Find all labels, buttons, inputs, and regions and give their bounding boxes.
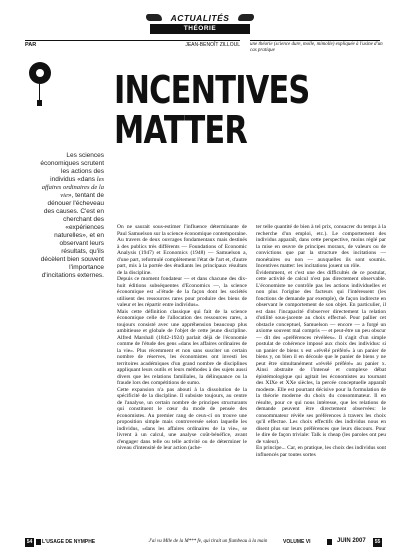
byline-tag: PAR [25, 42, 37, 48]
body-column-1 [117, 224, 247, 452]
header-divider [25, 40, 240, 41]
boar-icon [146, 14, 162, 21]
header-divider [250, 40, 380, 41]
body-paragraph: On ne saurait sous-estimer l'influence déterminante de Paul Samuelson sur la science économique contemporaine. Au travers de deux ouvrages fondamentaux mais destinés à des publics très différents — Foundations of Economic Analysis (1947) et Economics (1948) — Samuelson a, d'une part, reformulé complètement l'état de l'art et, d'autre part, mis à la portée des étudiants les principaux résultats de la discipline. [117, 224, 247, 276]
body-paragraph: Évidemment, et c'est une des difficultés de ce postulat, cette activité de calcul n'est pas directement observable. L'économiste ne contrôle pas les actions individuelles et non plus l'origine des facteurs qui l'intéressent (les fonctions de demande par exemple), de façon indirecte en observant le comportement de son objet. En particulier, il est dans l'incapacité d'observer directement la relation d'utilité sous-jacente au choix effectué. Pour pallier cet obstacle conceptuel, Samuelson — encore — a forgé un axiome souvent mal compris — et peut-être un peu obscur — dit des «préférences révélées». Il s'agit d'un simple postulat de cohérence imposé aux choix des individus: si un panier de biens x est «révélé préféré» à un panier de biens y, on bien il en découle que le panier de biens y ne peut être simultanément «révélé préféré» au panier x. Ainsi abstraite de l'intensé et complexe débat épistémologique qui agitait les économistes au tournant des XIXe et XXe siècles, la percée conceptuelle apparaît modeste. Elle est pourtant décisive pour la formulation de la théorie moderne du choix du consommateur. Il en résulte, pour ce qui nous intéresse, que les relations de demande peuvent être directement observées: le consommateur révèle ses préférences à travers les choix qu'il effectue. Les choix effectifs des individus nous en disent plus sur leurs préférences que leurs discours. Pour le dire de façon triviale: Talk is cheap (les paroles ont peu de valeur). [256, 269, 386, 445]
section-label: THÉORIE [150, 24, 250, 34]
body-paragraph: ter telle quantité de bien à tel prix, consacrer du temps à la recherche d'un emploi, etc.). Le comportement des individus apparaît, dans cette perspective, moins réglé par la mise en œuvre de principes moraux, de valeurs ou de convictions que par la structure des incitations — monétaires ou non — auxquelles ils sont soumis. Incentives matter: les incitations jouent un rôle. [256, 224, 386, 269]
body-paragraph: Cette expansion n'a pas abouti à la dissolution de la spécificité de la discipline. Il subsiste toujours, au centre de l'analyse, un certain nombre de principes structurants qui constituent le cœur du mode de pensée des économistes. Au premier rang de ceux-ci on trouve une proposition simple mais controversée selon laquelle les individus, «dans les affaires ordinaires de la vie», se livrent à un calcul, une analyse coût-bénéfice, avant d'engager dans telle ou telle activité ou de déterminer le niveau d'intensité de leur action (ache- [117, 386, 247, 451]
logo-chip [37, 100, 42, 106]
rubric-label: ACTUALITÉS [170, 13, 230, 23]
issue-date: JUIN 2007 [337, 538, 366, 544]
footer-mark-icon [327, 539, 332, 545]
publication-name: L'USAGE DE NYMPHE [42, 539, 96, 545]
section-logo-icon [29, 62, 51, 84]
body-paragraph: Depuis ce moment fondateur — et dans chacune des dix-huit éditions subséquentes d'Economics —, la science économique est «l'étude de la façon dont les sociétés utilisent des ressources rares pour produire des biens de valeur et les répartir entre individus». [117, 276, 247, 308]
page-number: 54 [26, 539, 33, 545]
title-line: MATTER [114, 108, 247, 152]
lede-quote: les affaires ordinaires de la vie [41, 176, 104, 199]
section-description: une théorie (science dure, molle, mimolle) expliquée à l'usine d'un cas pratique [250, 42, 383, 53]
title-line: INCENTIVES [114, 68, 310, 112]
body-paragraph: En principe... Car, en pratique, les choix des individus sont influencés par toutes sortes [256, 445, 386, 458]
page-footer [25, 538, 382, 547]
article-title [114, 70, 330, 150]
boar-icon [238, 14, 254, 21]
article-lede [36, 152, 104, 280]
footer-mark-icon [36, 539, 41, 545]
body-paragraph: Mais cette définition classique qui fait de la science économique celle de l'allocation des ressources rares, a toujours consisté avec une appréhension beaucoup plus ambitieuse et globale de l'objet de cette jeune discipline. Alfred Marshall (1842-1924) parlait déjà de l'économie comme de l'étude des gens «dans les affaires ordinaires de la vie». Plus récemment et non sans susciter un certain nombre de réserves, les économistes ont investi les territoires académiques d'un grand nombre de disciplines appliquant leurs outils et leurs méthodes à des sujets aussi divers que les relations familiales, la délinquance ou la fraude lors des compétitions de sumo. [117, 308, 247, 386]
lede-text: Les sciences économiques scrutent les actions des individus «dans [40, 152, 104, 183]
volume-label: VOLUME VI [283, 539, 311, 545]
footer-tagline: J'ai vu Mlle de la M*** fe, qui tirait un flambeau à la main [148, 539, 268, 544]
lede-text: », tentant de dénouer l'écheveau des causes. C'est en cherchant des «expériences naturelles», et en observant leurs résultats, qu'ils décèlent bien souvent l'importance d'incitations externes. [40, 192, 104, 279]
page-number: 55 [374, 539, 381, 545]
author-name: JEAN-BENOÎT ZILLOUL [185, 42, 240, 48]
body-column-2 [256, 224, 386, 458]
